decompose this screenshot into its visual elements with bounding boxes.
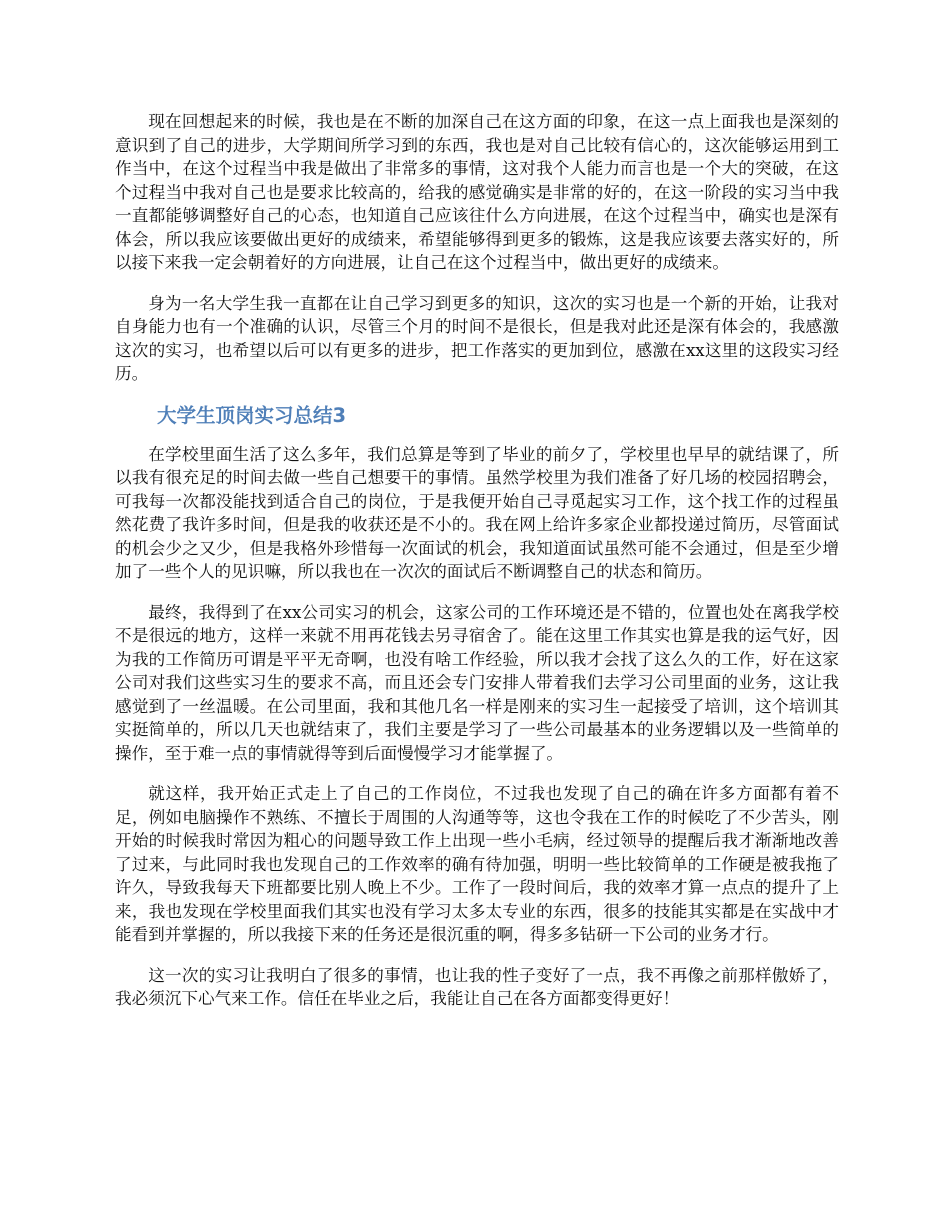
section-heading: 大学生顶岗实习总结3 <box>157 403 347 427</box>
paragraph-work-experience: 就这样，我开始正式走上了自己的工作岗位，不过我也发现了自己的确在许多方面都有着不足，例如电脑操作不熟练、不擅长于周围的人沟通等等，这也令我在工作的时候吃了不少苦头，刚开始的时候我时常因为粗心的问题导致工作上出现一些小毛病，经过领导的提醒后我才渐渐地改善了过来，与此同时我也发现自己的工作效率的确有待加强，明明一些比较简单的工作硬是被我拖了许久，导致我每天下班都要比别人晚上不少。工作了一段时间后，我的效率才算一点点的提升了上来，我也发现在学校里面我们其实也没有学习太多太专业的东西，很多的技能其实都是在实战中才能看到并掌握的，所以我接下来的任务还是很沉重的啊，得多多钻研一下公司的业务才行。 <box>115 784 839 944</box>
paragraph-reflection: 现在回想起来的时候，我也是在不断的加深自己在这方面的印象，在这一点上面我也是深刻的意识到了自己的进步，大学期间所学习到的东西，我也是对自己比较有信心的，这次能够运用到工作当中，在这个过程当中我是做出了非常多的事情，这对我个人能力而言也是一个大的突破，在这个过程当中我对自己也是要求比较高的，给我的感觉确实是非常的好的，在这一阶段的实习当中我一直都能够调整好自己的心态，也知道自己应该往什么方向进展，在这个过程当中，确实也是深有体会，所以我应该要做出更好的成绩来，希望能够得到更多的锻炼，这是我应该要去落实好的，所以接下来我一定会朝着好的方向进展，让自己在这个过程当中，做出更好的成绩来。 <box>115 112 839 272</box>
paragraph-internship-offer: 最终，我得到了在xx公司实习的机会，这家公司的工作环境还是不错的，位置也处在离我学校不是很远的地方，这样一来就不用再花钱去另寻宿舍了。能在这里工作其实也算是我的运气好，因为我的工作简历可谓是平平无奇啊，也没有啥工作经验，所以我才会找了这么久的工作，好在这家公司对我们这些实习生的要求不高，而且还会专门安排人带着我们去学习公司里面的业务，这让我感觉到了一丝温暖。在公司里面，我和其他几名一样是刚来的实习生一起接受了培训，这个培训其实挺简单的，所以几天也就结束了，我们主要是学习了一些公司最基本的业务逻辑以及一些简单的操作，至于难一点的事情就得等到后面慢慢学习才能掌握了。 <box>115 602 839 763</box>
paragraph-gratitude: 身为一名大学生我一直都在让自己学习到更多的知识，这次的实习也是一个新的开始，让我对自身能力也有一个准确的认识，尽管三个月的时间不是很长，但是我对此还是深有体会的，我感激这次的实习，也希望以后可以有更多的进步，把工作落实的更加到位，感激在xx这里的这段实习经历。 <box>115 293 839 383</box>
paragraph-job-search: 在学校里面生活了这么多年，我们总算是等到了毕业的前夕了，学校里也早早的就结课了，所以我有很充足的时间去做一些自己想要干的事情。虽然学校里为我们准备了好几场的校园招聘会，可我每一次都没能找到适合自己的岗位，于是我便开始自己寻觅起实习工作，这个找工作的过程虽然花费了我许多时间，但是我的收获还是不小的。我在网上给许多家企业都投递过简历，尽管面试的机会少之又少，但是我格外珍惜每一次面试的机会，我知道面试虽然可能不会通过，但是至少增加了一些个人的见识嘛，所以我也在一次次的面试后不断调整自己的状态和简历。 <box>115 444 839 581</box>
paragraph-conclusion: 这一次的实习让我明白了很多的事情，也让我的性子变好了一点，我不再像之前那样傲娇了，我必须沉下心气来工作。信任在毕业之后，我能让自己在各方面都变得更好！ <box>115 965 839 1008</box>
document-body <box>115 110 839 1028</box>
